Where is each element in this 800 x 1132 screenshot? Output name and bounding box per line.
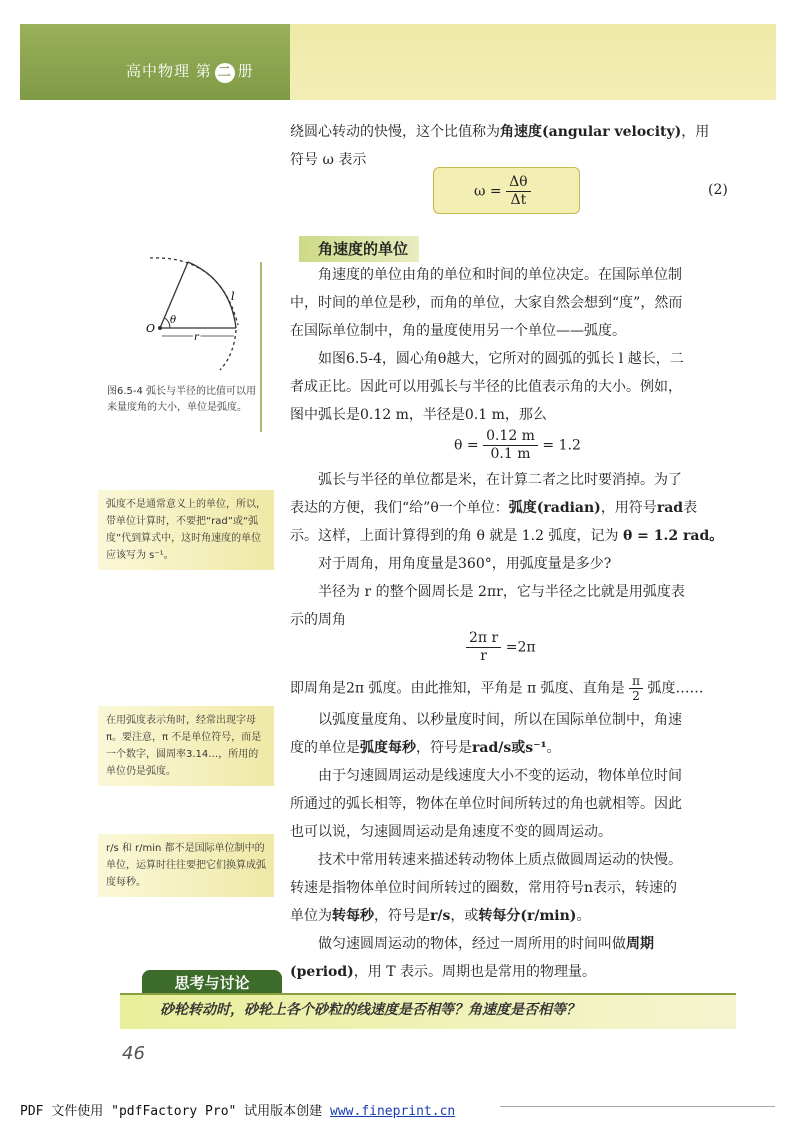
dashed-arc-top <box>150 258 238 325</box>
label-o: O <box>146 322 156 335</box>
full-angle-equation: $\frac{\text{2π r}}{r}$ =2π <box>466 630 536 665</box>
figure-caption: 图6.5-4 弧长与半径的比值可以用来量度角的大小，单位是弧度。 <box>107 386 257 413</box>
angular-velocity-formula: ω = $\frac{\Delta\theta}{\Delta t}$ <box>433 167 580 214</box>
intro-line-1: 绕圆心转动的快慢，这个比值称为角速度(angular velocity)，用 <box>290 124 710 140</box>
paragraph-line: 即周角是2π 弧度。由此推知，平角是 π 弧度、直角是 $\frac{\pi}{2}$ 弧度…… <box>290 674 704 703</box>
paragraph-line: 技术中常用转速来描述转动物体上质点做圆周运动的快慢。 <box>318 852 682 868</box>
volume-badge: 二 <box>215 63 235 83</box>
pdf-footer: PDF 文件使用 "pdfFactory Pro" 试用版本创建 www.fineprint.cn <box>20 1104 456 1119</box>
paragraph-line: 也可以说，匀速圆周运动是角速度不变的圆周运动。 <box>290 824 612 840</box>
section-heading: 角速度的单位 <box>318 240 409 258</box>
figure-side-rule <box>260 262 262 432</box>
paragraph-line: 中，时间的单位是秒，而角的单位，大家自然会想到“度”，然而 <box>290 295 683 311</box>
paragraph-line: 对于周角，用角度量是360°，用弧度量是多少? <box>318 556 612 572</box>
paragraph-line: 角速度的单位由角的单位和时间的单位决定。在国际单位制 <box>318 267 682 283</box>
paragraph-line: 者成正比。因此可以用弧长与半径的比值表示角的大小。例如， <box>290 379 682 395</box>
arc-l <box>188 262 236 328</box>
intro-line-2: 符号 ω 表示 <box>290 152 367 168</box>
paragraph-line: 做匀速圆周运动的物体，经过一周所用的时间叫做周期 <box>318 936 654 952</box>
discussion-title: 思考与讨论 <box>142 970 282 996</box>
center-point <box>158 326 162 330</box>
paragraph-line: 示。这样，上面计算得到的角 θ 就是 1.2 弧度，记为 θ = 1.2 rad。 <box>290 528 724 544</box>
paragraph-line: 由于匀速圆周运动是线速度大小不变的运动，物体单位时间 <box>318 768 682 784</box>
paragraph-line: 图中弧长是0.12 m，半径是0.1 m，那么 <box>290 407 547 423</box>
footer-rule <box>500 1106 775 1107</box>
paragraph-line: 在国际单位制中，角的量度使用另一个单位——弧度。 <box>290 323 626 339</box>
sidenote-pi: 在用弧度表示角时，经常出现字母 π。要注意，π 不是单位符号，而是一个数字，圆周率3.14…，所用的单位仍是弧度。 <box>98 706 274 786</box>
paragraph-line: 半径为 r 的整个圆周长是 2πr，它与半径之比就是用弧度表 <box>318 584 685 600</box>
sidenote-radian: 弧度不是通常意义上的单位，所以，带单位计算时，不要把“rad”或“弧度”代到算式中，这时角速度的单位应该写为 s⁻¹。 <box>98 490 274 570</box>
discussion-question: 砂轮转动时，砂轮上各个砂粒的线速度是否相等？角速度是否相等？ <box>160 1002 580 1018</box>
label-l: l <box>231 290 235 303</box>
sidenote-rpm: r/s 和 r/min 都不是国际单位制中的单位，运算时往往要把它们换算成弧度每秒。 <box>98 834 274 897</box>
paragraph-line: 转速是指物体单位时间所转过的圈数，常用符号n表示，转速的 <box>290 880 678 896</box>
arc-radius-figure <box>130 250 260 380</box>
page-number: 46 <box>122 1043 145 1064</box>
paragraph-line: 以弧度量度角、以秒量度时间，所以在国际单位制中，角速 <box>318 712 682 728</box>
label-r: r <box>194 332 199 343</box>
paragraph-line: (period)，用 T 表示。周期也是常用的物理量。 <box>290 964 597 980</box>
paragraph-line: 所通过的弧长相等，物体在单位时间所转过的角也就相等。因此 <box>290 796 682 812</box>
paragraph-line: 单位为转每秒，符号是r/s，或转每分(r/min)。 <box>290 908 591 924</box>
paragraph-line: 如图6.5-4，圆心角θ越大，它所对的圆弧的弧长 l 越长，二 <box>318 351 684 367</box>
fineprint-link[interactable]: www.fineprint.cn <box>330 1104 456 1119</box>
radian-example-equation: θ = $\frac{0.12 m}{0.1 m}$ = 1.2 <box>454 428 581 462</box>
page-header-title: 高中物理 第 二 册 <box>126 60 254 83</box>
paragraph-line: 表达的方便，我们“给”θ一个单位：弧度(radian)，用符号rad表 <box>290 500 698 516</box>
paragraph-line: 度的单位是弧度每秒，符号是rad/s或s⁻¹。 <box>290 740 561 756</box>
formula-tag: (2) <box>708 182 728 198</box>
paragraph-line: 示的周角 <box>290 612 346 628</box>
paragraph-line: 弧长与半径的单位都是米，在计算二者之比时要消掉。为了 <box>318 472 682 488</box>
label-theta: θ <box>170 315 177 326</box>
